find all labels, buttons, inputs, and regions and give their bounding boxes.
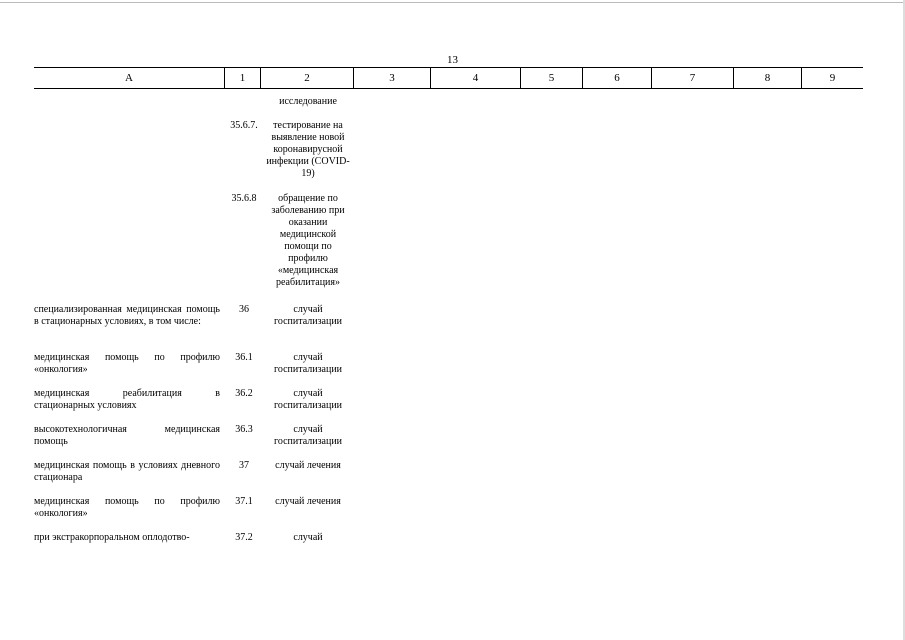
row-description: при экстракорпоральном оплодотво- xyxy=(34,532,190,543)
row-code: 37 xyxy=(239,460,249,471)
row-code: 36.2 xyxy=(235,388,253,399)
column-header-1: 1 xyxy=(224,68,260,88)
row-unit: случай лечения xyxy=(275,460,341,471)
row-unit: обращение по заболеванию при оказании медицинской помощи по профилю «медицинская реабилитация» xyxy=(271,193,345,288)
page-number: 13 xyxy=(447,54,458,66)
row-unit: случай xyxy=(293,532,323,543)
column-header-8: 8 xyxy=(733,68,801,88)
column-header-7: 7 xyxy=(651,68,733,88)
column-header-5: 5 xyxy=(520,68,582,88)
row-code: 36.3 xyxy=(235,424,253,435)
row-description: медицинская помощь в условиях дневного стационара xyxy=(34,460,220,483)
column-header-6: 6 xyxy=(582,68,651,88)
row-code: 36.1 xyxy=(235,352,253,363)
column-header-3: 3 xyxy=(353,68,430,88)
row-code: 35.6.8 xyxy=(231,193,257,204)
row-unit: случай госпитализации xyxy=(273,424,343,447)
row-unit: тестирование на выявление новой коронавирусной инфекции (COVID-19) xyxy=(266,120,350,179)
row-description: медицинская помощь по профилю «онкология» xyxy=(34,496,220,519)
row-code: 35.6.7. xyxy=(230,120,258,131)
row-code: 37.2 xyxy=(235,532,253,543)
column-header-4: 4 xyxy=(430,68,520,88)
row-description: медицинская реабилитация в стационарных условиях xyxy=(34,388,220,411)
column-header-9: 9 xyxy=(801,68,863,88)
row-unit: исследование xyxy=(279,96,337,107)
row-code: 37.1 xyxy=(235,496,253,507)
row-unit: случай лечения xyxy=(275,496,341,507)
row-description: медицинская помощь по профилю «онкология» xyxy=(34,352,220,375)
row-description: высокотехнологичная медицинская помощь xyxy=(34,424,220,447)
row-code: 36 xyxy=(239,304,249,315)
row-unit: случай госпитализации xyxy=(273,388,343,411)
row-description: специализированная медицинская помощь в стационарных условиях, в том числе: xyxy=(34,304,220,327)
column-header-2: 2 xyxy=(260,68,353,88)
row-unit: случай госпитализации xyxy=(273,304,343,327)
column-header-a: А xyxy=(125,72,133,84)
row-unit: случай госпитализации xyxy=(273,352,343,375)
